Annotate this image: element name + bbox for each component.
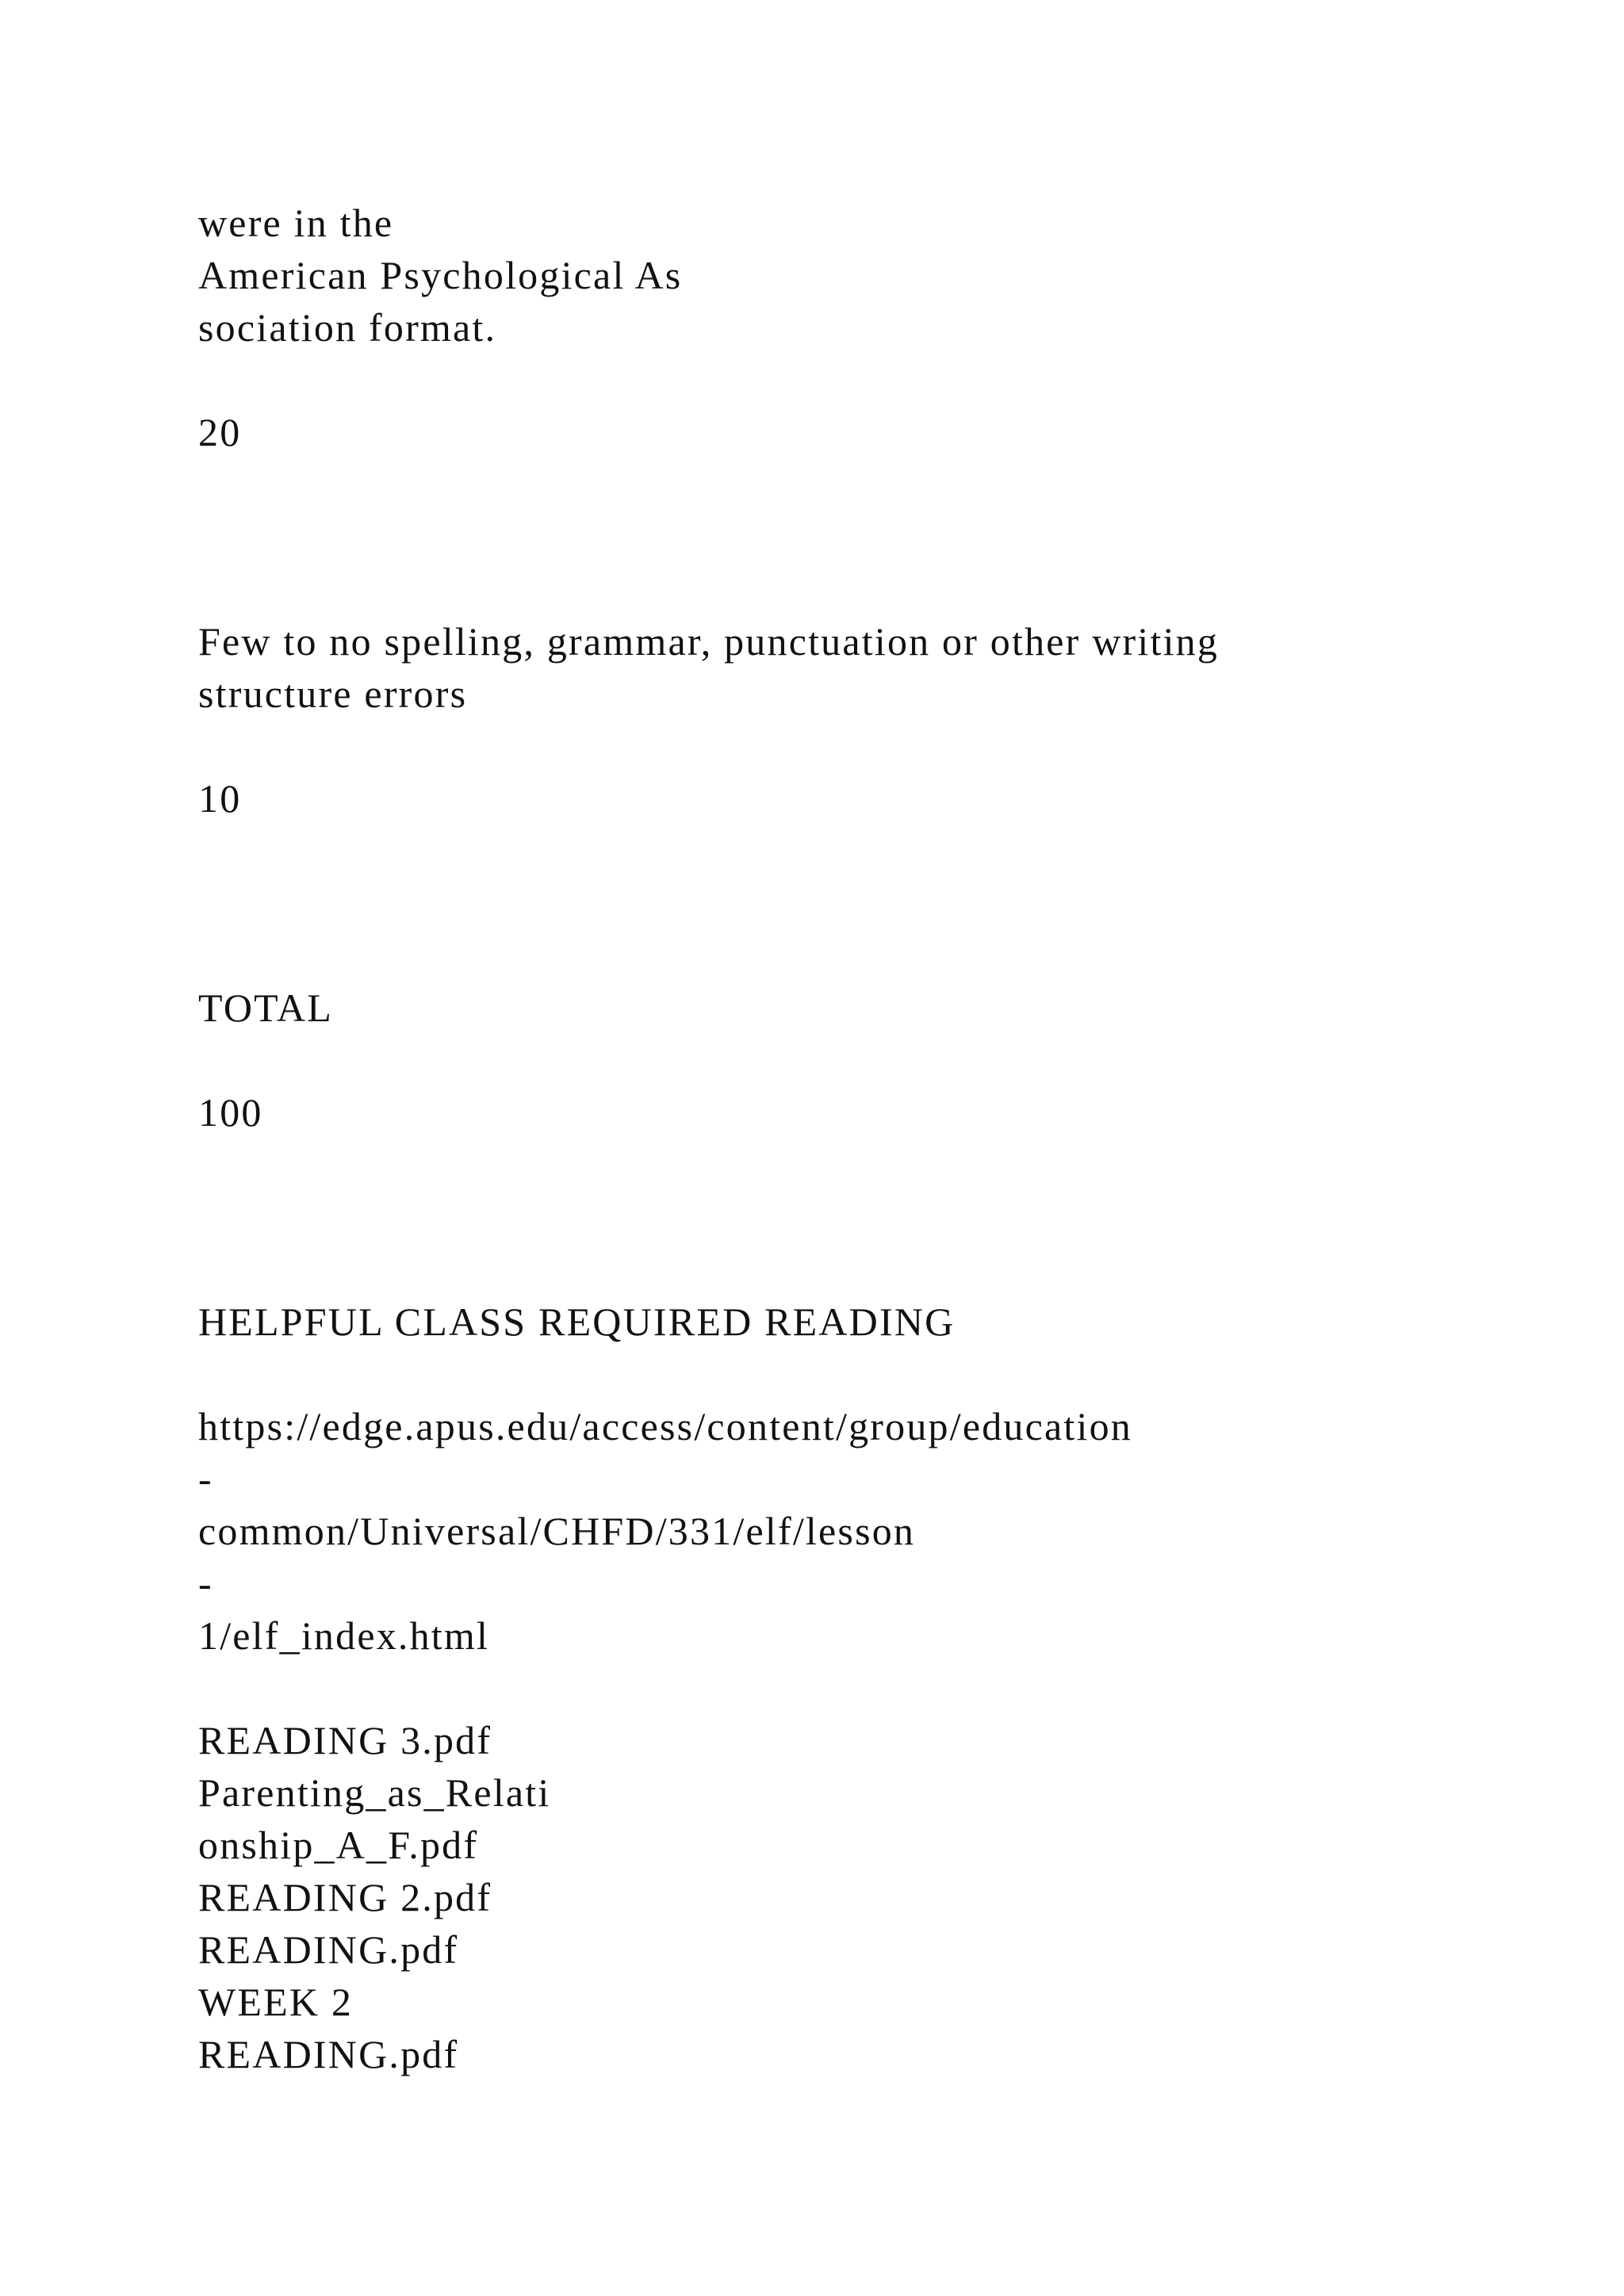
writing-criterion-line: structure errors	[198, 672, 468, 716]
total-label: TOTAL	[198, 985, 333, 1030]
writing-criterion-points: 10	[198, 776, 242, 821]
apa-criterion-line: sociation format.	[198, 305, 497, 350]
reading-file-name: WEEK 2	[198, 1980, 354, 2024]
apa-criterion-line: were in the	[198, 201, 394, 245]
reading-url-line: common/Universal/CHFD/331/elf/lesson	[198, 1509, 916, 1553]
reading-heading: HELPFUL CLASS REQUIRED READING	[198, 1299, 956, 1344]
total-points: 100	[198, 1090, 263, 1135]
writing-criterion-line: Few to no spelling, grammar, punctuation or other writing	[198, 619, 1220, 664]
reading-url-dash: -	[198, 1456, 213, 1501]
reading-file-name: Parenting_as_Relati	[198, 1770, 551, 1815]
apa-criterion-line: American Psychological As	[198, 253, 683, 297]
reading-file-name: onship_A_F.pdf	[198, 1823, 479, 1867]
reading-url-line: https://edge.apus.edu/access/content/group/education	[198, 1404, 1132, 1448]
reading-url-line: 1/elf_index.html	[198, 1613, 490, 1658]
reading-file-name: READING 2.pdf	[198, 1875, 492, 1919]
reading-file-name: READING 3.pdf	[198, 1718, 492, 1762]
reading-file-name: READING.pdf	[198, 2032, 459, 2076]
apa-criterion-points: 20	[198, 410, 242, 454]
reading-file-name: READING.pdf	[198, 1927, 459, 1972]
reading-url-dash: -	[198, 1561, 213, 1605]
